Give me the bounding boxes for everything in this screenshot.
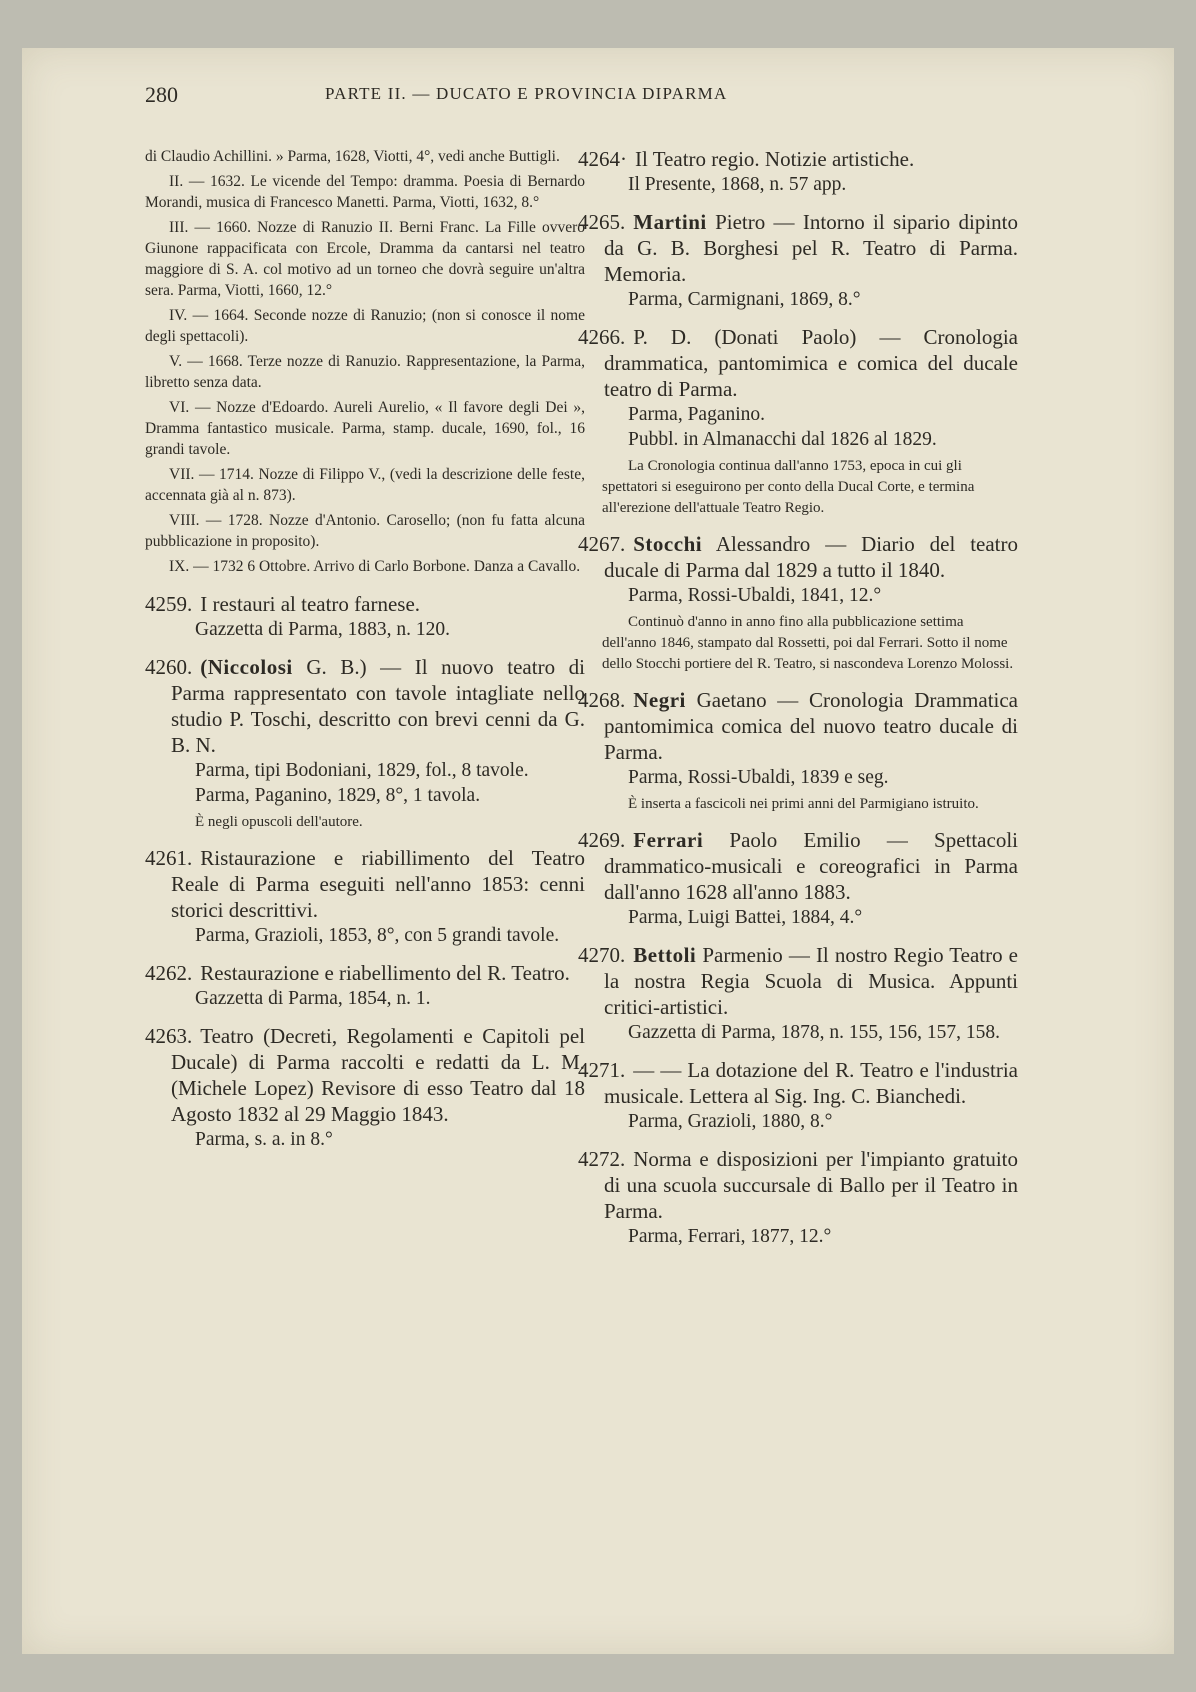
bibliography-entry bbox=[145, 654, 585, 833]
entry-text: Parmenio — Il nostro Regio Teatro e la nostra Regia Scuola di Musica. Appunti critici-artistici. bbox=[604, 943, 1018, 1019]
left-column bbox=[145, 146, 585, 1164]
entry-note: È inserta a fascicoli nei primi anni del Parmigiano istruito. bbox=[628, 796, 979, 812]
continuation-paragraph: IV. — 1664. Seconde nozze di Ranuzio; (non si conosce il nome degli spettacoli). bbox=[145, 307, 585, 345]
entry-imprint: Gazzetta di Parma, 1883, n. 120. bbox=[195, 619, 451, 640]
entry-number: 4271. bbox=[578, 1058, 626, 1082]
bibliography-entry bbox=[578, 827, 1018, 930]
entry-title bbox=[145, 960, 585, 986]
entry-imprint: Parma, Rossi-Ubaldi, 1839 e seg. bbox=[628, 767, 889, 788]
bibliography-entry bbox=[578, 942, 1018, 1045]
bibliography-entry bbox=[578, 209, 1018, 312]
bibliography-entry bbox=[145, 960, 585, 1011]
entry-author: Negri bbox=[633, 688, 686, 712]
entry-note: Continuò d'anno in anno fino alla pubblicazione settima dell'anno 1846, stampato dal Rossetti, poi dal Ferrari. Sotto il nome dello Stocchi portiere del R. Teatro, si nascondeva Lorenzo Molossi. bbox=[602, 614, 1014, 672]
entry-number: 4269. bbox=[578, 828, 626, 852]
entry-imprint: Parma, Grazioli, 1880, 8.° bbox=[628, 1111, 833, 1132]
entry-imprint: Pubbl. in Almanacchi dal 1826 al 1829. bbox=[628, 429, 937, 450]
entry-number: 4262. bbox=[145, 961, 193, 985]
entry-title bbox=[578, 687, 1018, 765]
entry-text: Norma e disposizioni per l'impianto gratuito di una scuola succursale di Ballo per il Teatro in Parma. bbox=[604, 1147, 1018, 1223]
entry-number: 4264· bbox=[578, 147, 627, 171]
entry-number: 4263. bbox=[145, 1024, 193, 1048]
entry-text: Gaetano — Cronologia Drammatica pantomimica comica del nuovo teatro ducale di Parma. bbox=[604, 688, 1019, 764]
entry-imprint: Parma, Paganino. bbox=[628, 404, 766, 425]
entry-text: Restaurazione e riabellimento del R. Teatro. bbox=[200, 961, 570, 985]
entry-imprint: Parma, Carmignani, 1869, 8.° bbox=[628, 289, 861, 310]
entry-imprint: Parma, s. a. in 8.° bbox=[195, 1129, 333, 1150]
entry-title bbox=[145, 845, 585, 923]
entry-title bbox=[145, 1023, 585, 1127]
entry-number: 4268. bbox=[578, 688, 626, 712]
entry-author: (Niccolosi bbox=[200, 655, 293, 679]
entry-title bbox=[578, 1146, 1018, 1224]
bibliography-entry bbox=[145, 591, 585, 642]
running-title: PARTE II. — DUCATO E PROVINCIA DIPARMA bbox=[325, 84, 728, 103]
entry-text: G. B.) — Il nuovo teatro di Parma rappresentato con tavole intagliate nello studio P. Toschi, descritto con brevi cenni da G. B. N. bbox=[171, 655, 585, 757]
entry-text: Il Teatro regio. Notizie artistiche. bbox=[635, 147, 915, 171]
entry-number: 4272. bbox=[578, 1147, 626, 1171]
entry-author: Bettoli bbox=[633, 943, 697, 967]
entry-imprint: Parma, Grazioli, 1853, 8°, con 5 grandi tavole. bbox=[195, 925, 560, 946]
continuation-paragraph: III. — 1660. Nozze di Ranuzio II. Berni Franc. La Fille ovvero Giunone rappacificata con Ercole, Dramma da cantarsi nel teatro maggiore di S. A. col motivo ad un torneo che dovrà seguire un'altra sera. Parma, Viotti, 1660, 12.° bbox=[145, 219, 585, 299]
entry-title bbox=[145, 591, 585, 617]
entry-number: 4267. bbox=[578, 532, 626, 556]
entry-text: I restauri al teatro farnese. bbox=[200, 592, 421, 616]
continuation-paragraph: V. — 1668. Terze nozze di Ranuzio. Rappresentazione, la Parma, libretto senza data. bbox=[145, 353, 585, 391]
entry-note: La Cronologia continua dall'anno 1753, epoca in cui gli spettatori si eseguirono per conto della Ducal Corte, e termina all'erezione dell'attuale Teatro Regio. bbox=[602, 458, 975, 516]
entry-title bbox=[578, 209, 1018, 287]
entry-text: Paolo Emilio — Spettacoli drammatico-musicali e coreografici in Parma dall'anno 1628 all'anno 1883. bbox=[604, 828, 1018, 904]
entry-imprint: Parma, Paganino, 1829, 8°, 1 tavola. bbox=[195, 785, 481, 806]
bibliography-entry bbox=[578, 531, 1018, 675]
entry-number: 4265. bbox=[578, 210, 626, 234]
bibliography-entry bbox=[578, 687, 1018, 815]
entry-author: Martini bbox=[633, 210, 707, 234]
continuation-paragraph: II. — 1632. Le vicende del Tempo: dramma. Poesia di Bernardo Morandi, musica di Francesco Manetti. Parma, Viotti, 1632, 8.° bbox=[145, 173, 585, 211]
left-entries bbox=[145, 591, 585, 1152]
page-header bbox=[145, 82, 905, 114]
continuation-paragraph: IX. — 1732 6 Ottobre. Arrivo di Carlo Borbone. Danza a Cavallo. bbox=[169, 558, 581, 575]
entry-title bbox=[578, 531, 1018, 583]
entry-number: 4261. bbox=[145, 846, 193, 870]
bibliography-entry bbox=[578, 1146, 1018, 1249]
entry-title bbox=[578, 1057, 1018, 1109]
entry-note: È negli opuscoli dell'autore. bbox=[195, 814, 363, 830]
entry-imprint: Gazzetta di Parma, 1854, n. 1. bbox=[195, 988, 431, 1009]
bibliography-entry bbox=[145, 845, 585, 948]
entry-imprint: Parma, Rossi-Ubaldi, 1841, 12.° bbox=[628, 585, 882, 606]
bibliography-entry bbox=[578, 324, 1018, 519]
continuation-paragraph: VII. — 1714. Nozze di Filippo V., (vedi la descrizione delle feste, accennata già al n. 873). bbox=[145, 466, 585, 504]
right-entries bbox=[578, 146, 1018, 1249]
entry-imprint: Parma, Luigi Battei, 1884, 4.° bbox=[628, 907, 863, 928]
continuation-paragraph: VIII. — 1728. Nozze d'Antonio. Carosello; (non fu fatta alcuna pubblicazione in proposito). bbox=[145, 512, 585, 550]
bibliography-entry bbox=[145, 1023, 585, 1152]
entry-title bbox=[578, 942, 1018, 1020]
entry-text: Pietro — Intorno il sipario dipinto da G. B. Borghesi pel R. Teatro di Parma. Memoria. bbox=[604, 210, 1019, 286]
entry-author: Stocchi bbox=[633, 532, 703, 556]
bibliography-entry bbox=[578, 146, 1018, 197]
entry-text: Alessandro — Diario del teatro ducale di Parma dal 1829 a tutto il 1840. bbox=[604, 532, 1019, 582]
bibliography-entry bbox=[578, 1057, 1018, 1134]
entry-text: Ristaurazione e riabillimento del Teatro Reale di Parma eseguiti nell'anno 1853: cenni storici descrittivi. bbox=[171, 846, 585, 922]
entry-number: 4266. bbox=[578, 325, 626, 349]
entry-title bbox=[578, 146, 1018, 172]
entry-number: 4259. bbox=[145, 592, 193, 616]
entry-title bbox=[145, 654, 585, 758]
entry-number: 4260. bbox=[145, 655, 193, 679]
entry-text: Teatro (Decreti, Regolamenti e Capitoli pel Ducale) di Parma raccolti e redatti da L. M. (Michele Lopez) Revisore di esso Teatro dal 18 Agosto 1832 al 29 Maggio 1843. bbox=[171, 1024, 585, 1126]
entry-title bbox=[578, 324, 1018, 402]
continuation-list bbox=[145, 146, 585, 577]
entry-imprint: Parma, Ferrari, 1877, 12.° bbox=[628, 1226, 832, 1247]
entry-text: — — La dotazione del R. Teatro e l'industria musicale. Lettera al Sig. Ing. C. Bianchedi. bbox=[604, 1058, 1018, 1108]
entry-text: P. D. (Donati Paolo) — Cronologia drammatica, pantomimica e comica del ducale teatro di Parma. bbox=[604, 325, 1018, 401]
entry-imprint: Il Presente, 1868, n. 57 app. bbox=[628, 174, 847, 195]
right-column bbox=[578, 146, 1018, 1261]
page-number: 280 bbox=[145, 82, 178, 107]
entry-title bbox=[578, 827, 1018, 905]
entry-imprint: Parma, tipi Bodoniani, 1829, fol., 8 tavole. bbox=[195, 760, 529, 781]
entry-imprint: Gazzetta di Parma, 1878, n. 155, 156, 157, 158. bbox=[628, 1022, 1001, 1043]
continuation-paragraph: VI. — Nozze d'Edoardo. Aureli Aurelio, « Il favore degli Dei », Dramma fantastico musicale. Parma, stamp. ducale, 1690, fol., 16 grandi tavole. bbox=[145, 399, 585, 458]
entry-author: Ferrari bbox=[633, 828, 704, 852]
entry-number: 4270. bbox=[578, 943, 626, 967]
continuation-paragraph: di Claudio Achillini. » Parma, 1628, Viotti, 4°, vedi anche Buttigli. bbox=[145, 148, 560, 165]
